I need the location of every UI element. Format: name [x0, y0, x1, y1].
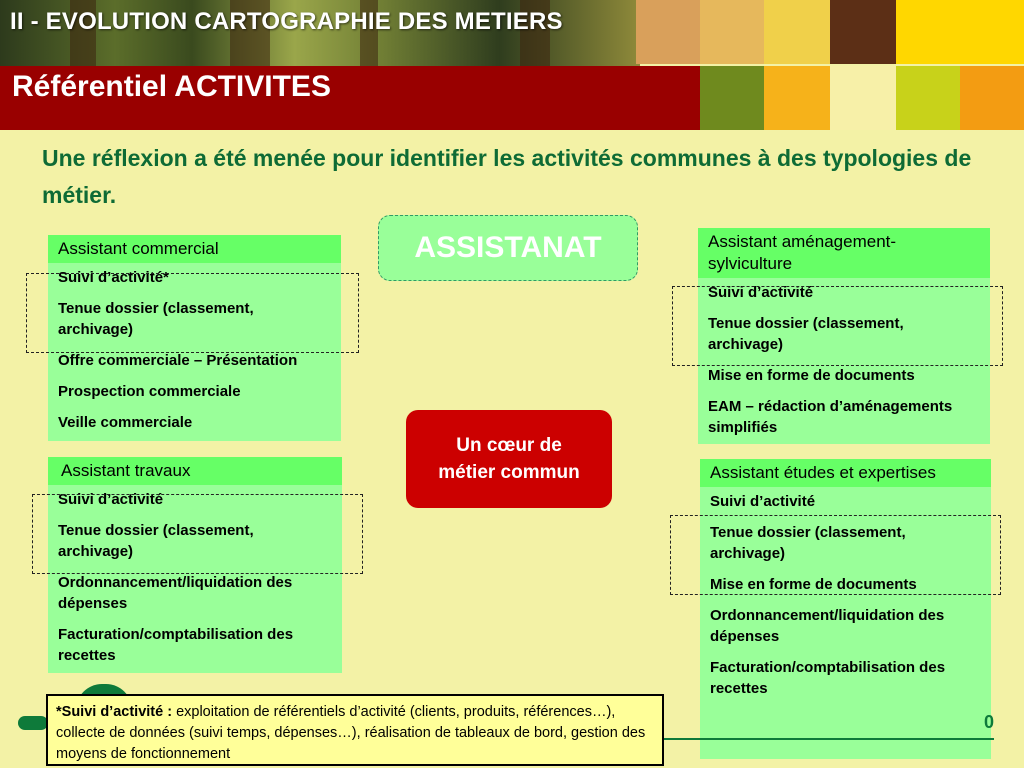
list-item: Tenue dossier (classement, archivage)	[710, 524, 906, 562]
footnote-label: *Suivi d’activité :	[56, 704, 173, 720]
list-item: Prospection commerciale	[58, 383, 241, 400]
swatch	[700, 0, 764, 64]
page-title: Référentiel ACTIVITES	[12, 70, 331, 103]
list-item: Mise en forme de documents	[710, 576, 917, 593]
assistanat-label: ASSISTANAT	[414, 231, 602, 264]
card-travaux-title: Assistant travaux	[48, 457, 342, 485]
card-etudes-title: Assistant études et expertises	[700, 459, 991, 487]
swatch	[830, 66, 896, 130]
page-number: 0	[984, 712, 995, 732]
swatch	[764, 66, 830, 130]
card-etudes	[700, 459, 991, 759]
list-item: Suivi d’activité	[58, 491, 164, 508]
footnote-text: exploitation de référentiels d’activité (clients, produits, références…), collecte de données (suivi temps, dépenses…), réalisation de tableaux de bord, gestion des moyens de fonctionnement	[56, 704, 646, 762]
list-item: EAM – rédaction d’aménagements simplifiés	[708, 398, 953, 436]
swatch	[636, 0, 700, 64]
swatch	[960, 66, 1024, 130]
swatch	[764, 0, 830, 64]
list-item: Suivi d’activité	[708, 284, 814, 301]
list-item: Tenue dossier (classement, archivage)	[708, 315, 904, 353]
common-activities-outline	[670, 515, 1001, 595]
list-item: Tenue dossier (classement, archivage)	[58, 300, 254, 338]
common-core-box	[406, 410, 612, 508]
list-item: Suivi d’activité*	[58, 269, 169, 286]
list-item: Facturation/comptabilisation des recettes	[58, 626, 294, 664]
list-item: Mise en forme de documents	[708, 367, 915, 384]
list-item: Ordonnancement/liquidation des dépenses	[58, 574, 293, 612]
swatch	[960, 0, 1024, 64]
list-item: Offre commerciale – Présentation	[58, 352, 298, 369]
footer-rule	[664, 738, 994, 740]
card-commercial-title: Assistant commercial	[48, 235, 341, 263]
section-title: II - EVOLUTION CARTOGRAPHIE DES METIERS	[10, 8, 563, 35]
swatch	[896, 66, 960, 130]
common-activities-outline	[26, 273, 359, 353]
common-core-label: Un cœur de métier commun	[438, 435, 580, 483]
swatch	[896, 0, 960, 64]
intro-text: Une réflexion a été menée pour identifier les activités communes à des typologies de métier.	[42, 145, 972, 208]
list-item: Tenue dossier (classement, archivage)	[58, 522, 254, 560]
swatch	[700, 66, 764, 130]
assistanat-box	[378, 215, 638, 281]
list-item: Facturation/comptabilisation des recettes	[710, 659, 946, 697]
footnote	[46, 694, 664, 766]
logo-icon	[18, 686, 48, 742]
swatch	[830, 0, 896, 64]
list-item: Veille commerciale	[58, 414, 193, 431]
common-activities-outline	[32, 494, 363, 574]
list-item: Ordonnancement/liquidation des dépenses	[710, 607, 945, 645]
card-amenagement-title: Assistant aménagement-sylviculture	[698, 228, 990, 278]
list-item: Suivi d’activité	[710, 493, 816, 510]
common-activities-outline	[672, 286, 1003, 366]
